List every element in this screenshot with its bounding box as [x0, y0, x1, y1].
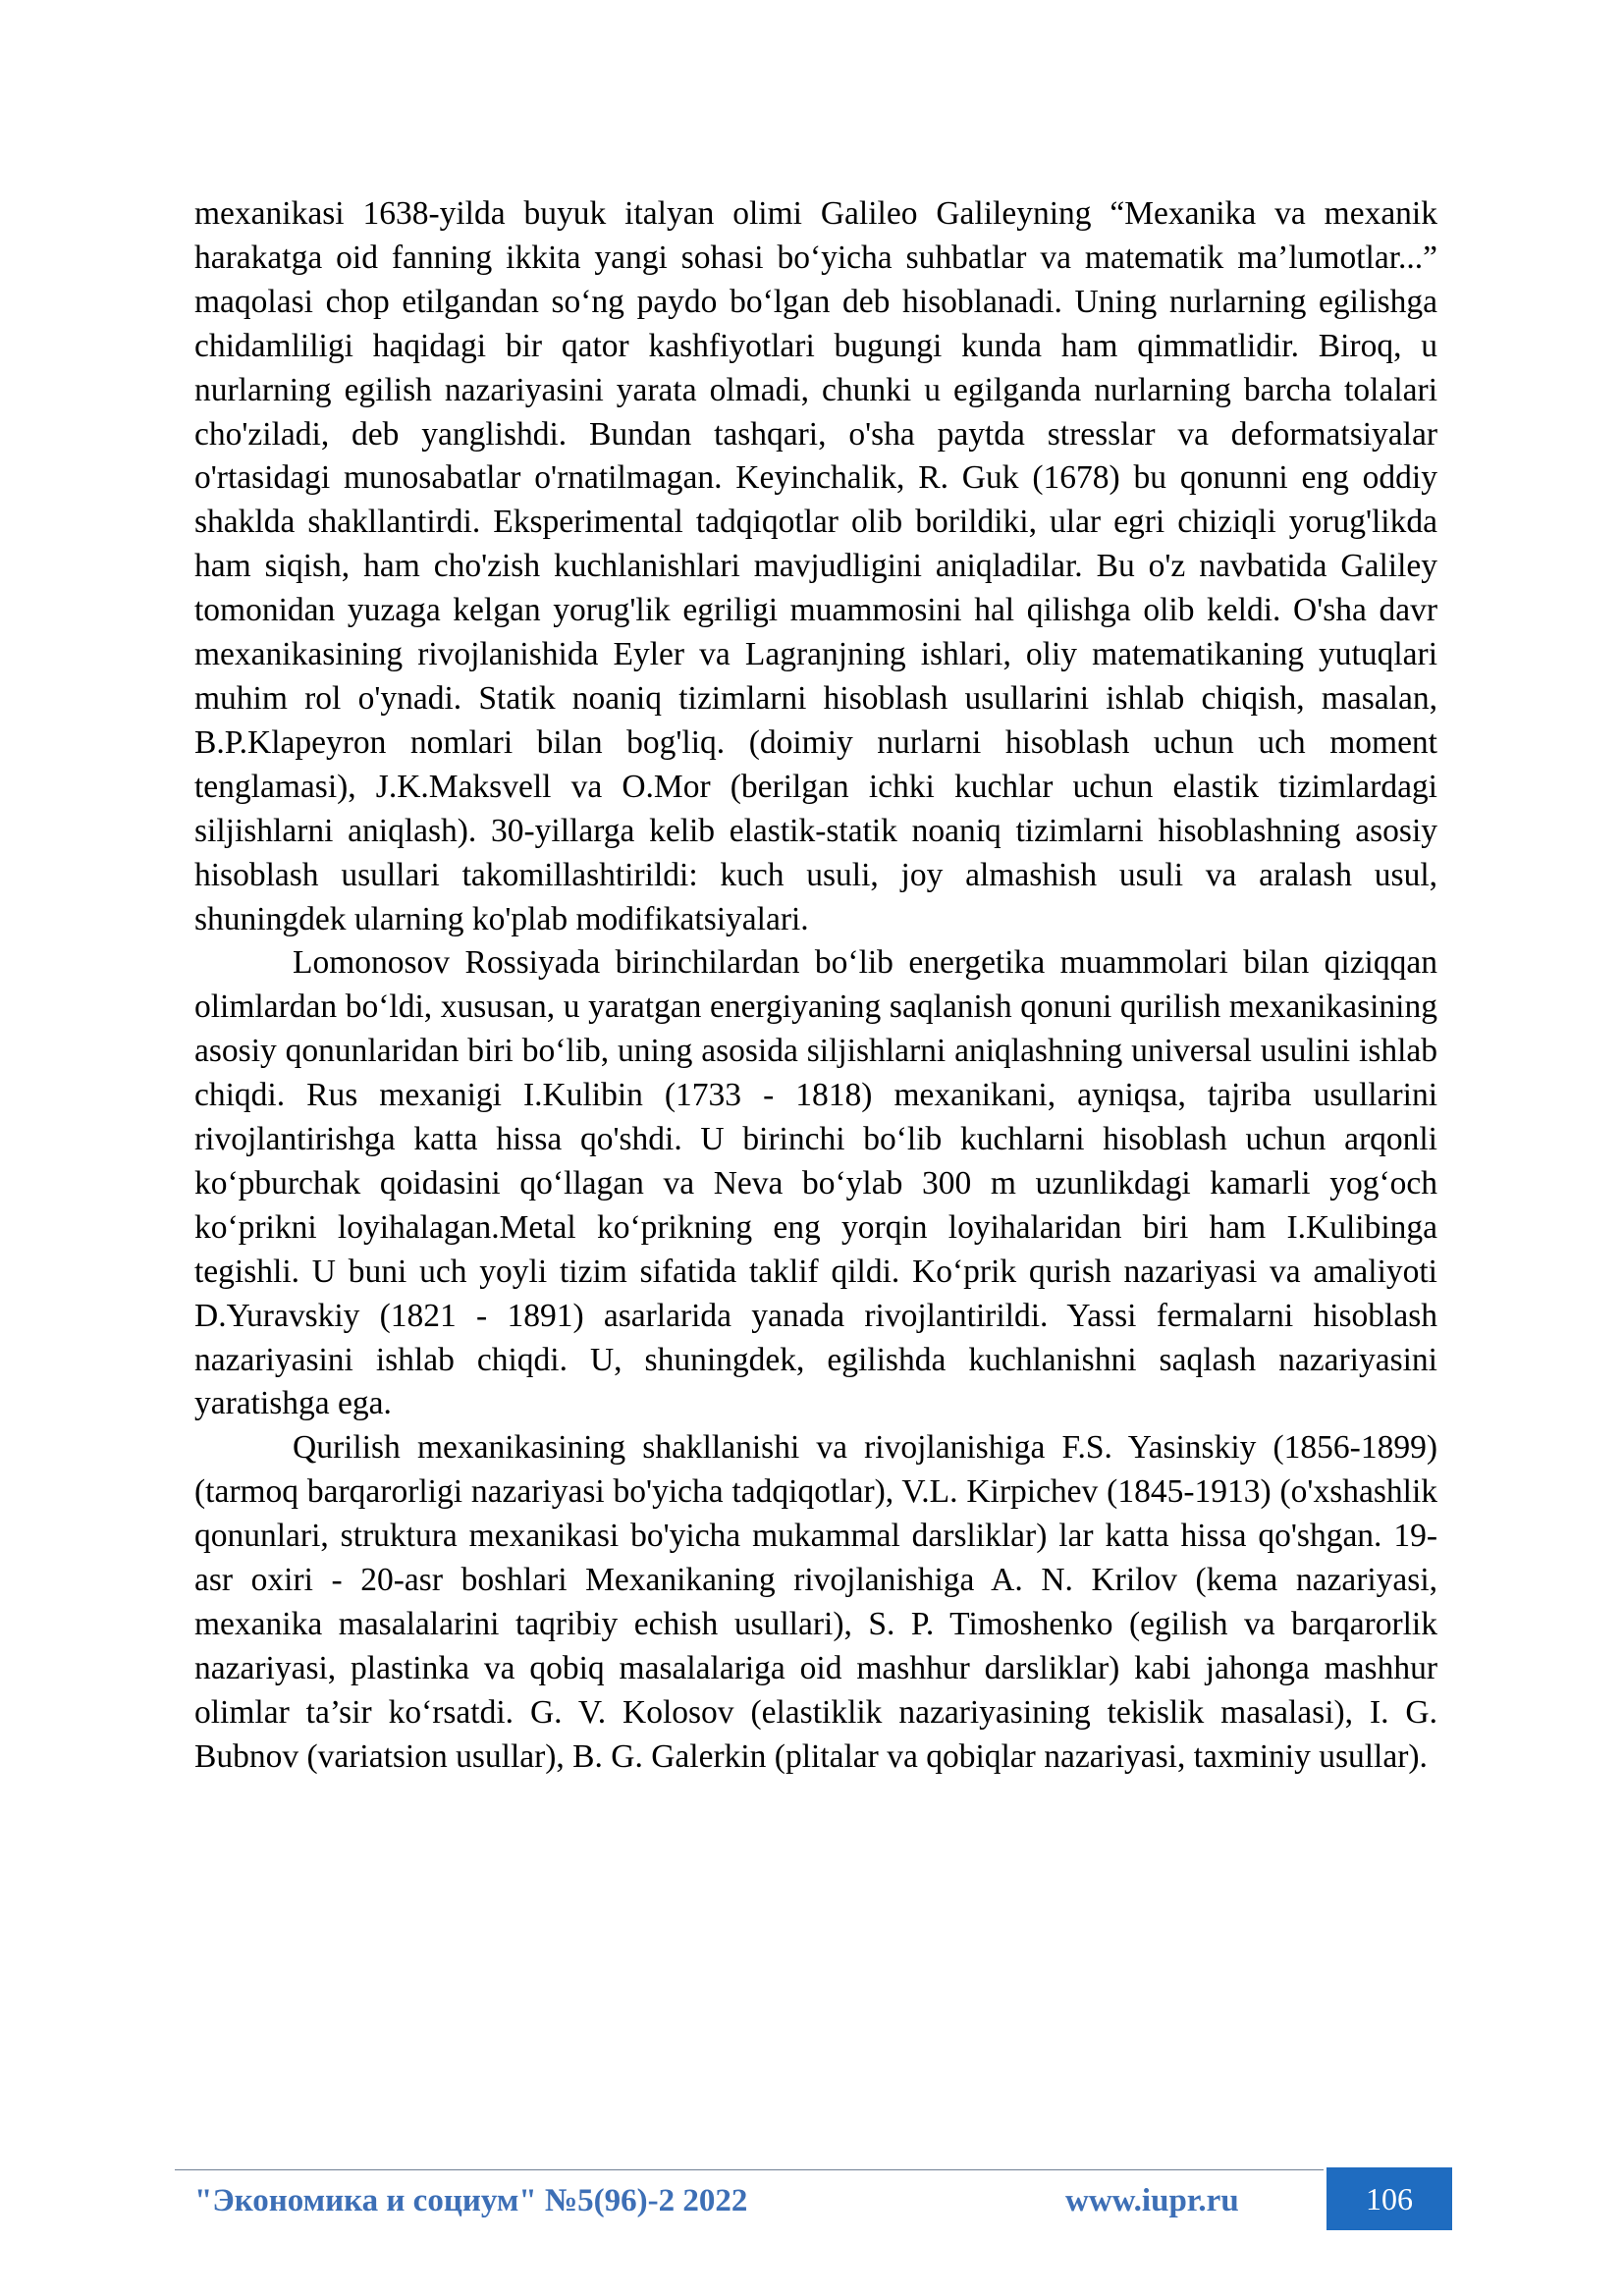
- body-paragraph: Qurilish mexanikasining shakllanishi va rivojlanishiga F.S. Yasinskiy (1856-1899) (tarmoq barqarorligi nazariyasi bo'yicha tadqiqotlar), V.L. Kirpichev (1845-1913) (o'xshashlik qonunlari, struktura mexanikasi bo'yicha mukammal darsliklar) lar katta hissa qo'shgan. 19-asr oxiri - 20-asr boshlari Mexanikaning rivojlanishiga A. N. Krilov (kema nazariyasi, mexanika masalalarini taqribiy echish usullari), S. P. Timoshenko (egilish va barqarorlik nazariyasi, plastinka va qobiq masalalariga oid mashhur darsliklar) kabi jahonga mashhur olimlar ta’sir ko‘rsatdi. G. V. Kolosov (elastiklik nazariyasining tekislik masalasi), I. G. Bubnov (variatsion usullar), B. G. Galerkin (plitalar va qobiqlar nazariyasi, taxminiy usullar).: [194, 1429, 1437, 1775]
- footer-divider: [175, 2169, 1324, 2170]
- journal-title: "Экономика и социум" №5(96)-2 2022: [194, 2183, 748, 2218]
- body-paragraph: mexanikasi 1638-yilda buyuk italyan olimi Galileo Galileyning “Mexanika va mexanik harakatga oid fanning ikkita yangi sohasi bo‘yicha suhbatlar va matematik ma’lumotlar...” maqolasi chop etilgandan so‘ng paydo bo‘lgan deb hisoblanadi. Uning nurlarning egilishga chidamliligi haqidagi bir qator kashfiyotlari bugungi kunda ham qimmatlidir. Biroq, u nurlarning egilish nazariyasini yarata olmadi, chunki u egilganda nurlarning barcha tolalari cho'ziladi, deb yanglishdi. Bundan tashqari, o'sha paytda stresslar va deformatsiyalar o'rtasidagi munosabatlar o'rnatilmagan. Keyinchalik, R. Guk (1678) bu qonunni eng oddiy shaklda shakllantirdi. Eksperimental tadqiqotlar olib borildiki, ular egri chiziqli yorug'likda ham siqish, ham cho'zish kuchlanishlari mavjudligini aniqladilar. Bu o'z navbatida Galiley tomonidan yuzaga kelgan yorug'lik egriligi muammosini hal qilishga olib keldi. O'sha davr mexanikasining rivojlanishida Eyler va Lagranjning ishlari, oliy matematikaning yutuqlari muhim rol o'ynadi. Statik noaniq tizimlarni hisoblash usullarini ishlab chiqish, masalan, B.P.Klapeyron nomlari bilan bog'liq. (doimiy nurlarni hisoblash uchun uch moment tenglamasi), J.K.Maksvell va O.Mor (berilgan ichki kuchlar uchun elastik tizimlardagi siljishlarni aniqlash). 30-yillarga kelib elastik-statik noaniq tizimlarni hisoblashning asosiy hisoblash usullari takomillashtirildi: kuch usuli, joy almashish usuli va aralash usul, shuningdek ularning ko'plab modifikatsiyalari.: [194, 195, 1437, 937]
- page-number: 106: [1326, 2167, 1452, 2230]
- article-body: [194, 192, 1437, 1780]
- body-paragraph: Lomonosov Rossiyada birinchilardan bo‘lib energetika muammolari bilan qiziqqan olimlardan bo‘ldi, xususan, u yaratgan energiyaning saqlanish qonuni qurilish mexanikasining asosiy qonunlaridan biri bo‘lib, uning asosida siljishlarni aniqlashning universal usulini ishlab chiqdi. Rus mexanigi I.Kulibin (1733 - 1818) mexanikani, ayniqsa, tajriba usullarini rivojlantirishga katta hissa qo'shdi. U birinchi bo‘lib kuchlarni hisoblash uchun arqonli ko‘pburchak qoidasini qo‘llagan va Neva bo‘ylab 300 m uzunlikdagi kamarli yog‘och ko‘prikni loyihalagan.Metal ko‘prikning eng yorqin loyihalaridan biri ham I.Kulibinga tegishli. U buni uch yoyli tizim sifatida taklif qildi. Ko‘prik qurish nazariyasi va amaliyoti D.Yuravskiy (1821 - 1891) asarlarida yanada rivojlantirildi. Yassi fermalarni hisoblash nazariyasini ishlab chiqdi. U, shuningdek, egilishda kuchlanishni saqlash nazariyasini yaratishga ega.: [194, 944, 1437, 1422]
- journal-website: www.iupr.ru: [1065, 2183, 1239, 2218]
